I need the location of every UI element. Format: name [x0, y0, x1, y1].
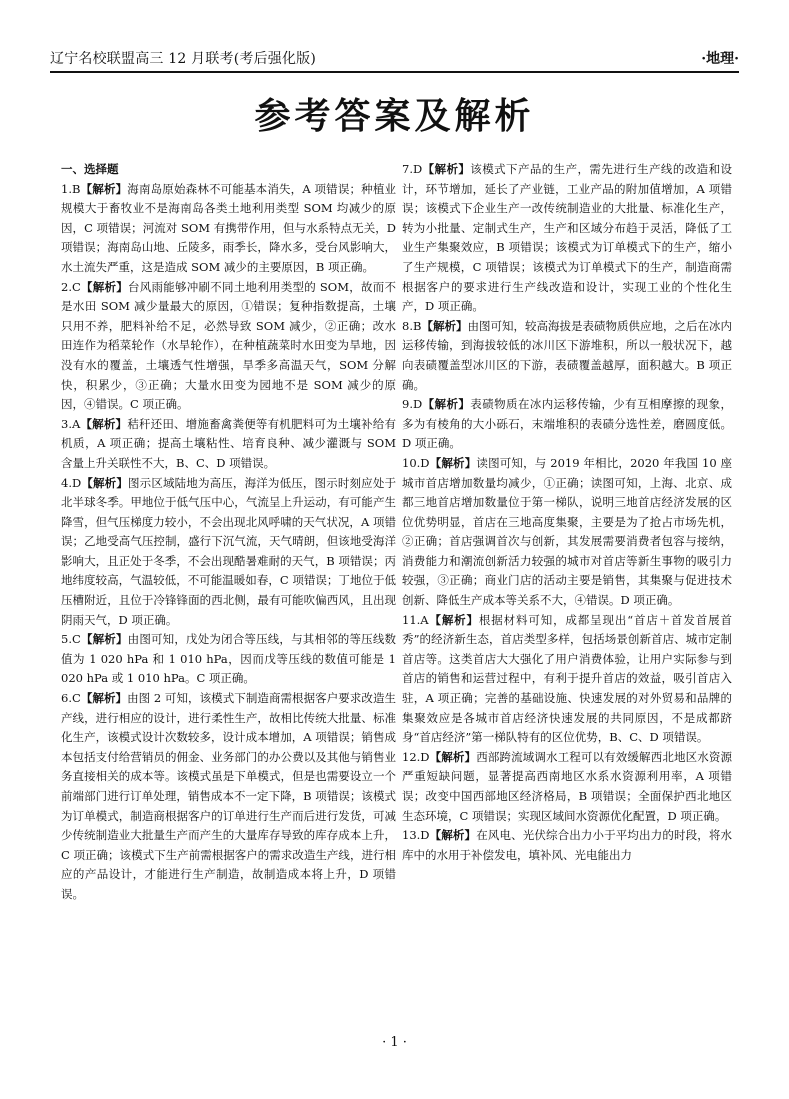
- analysis-tag: 【解析】: [80, 691, 128, 706]
- section-heading: 一、选择题: [61, 162, 119, 176]
- answer-number: 2.C: [61, 279, 81, 294]
- analysis-tag: 【解析】: [80, 632, 128, 647]
- answer-item: [402, 826, 732, 865]
- analysis-tag: 【解析】: [81, 475, 128, 490]
- answer-number: 12.D: [402, 749, 430, 764]
- analysis-tag: 【解析】: [80, 279, 129, 294]
- analysis-tag: 【解析】: [422, 162, 471, 176]
- analysis-text: 台风雨能够冲刷不同土地利用类型的 SOM，故而不是水田 SOM 减少量最大的原因，①错误；复种指数提高，土壤只用不养，肥料补给不足，必然导致 SOM 减少，②正确；改水田连作为稻菜轮作（水旱轮作），在种植蔬菜时水田变为旱地，因没有水的覆盖，土壤透气性增强，旱季多高温天气，SOM 分解快，积累少，③正确；大量水田变为园地不是 SOM 减少的原因，④错误。C 项正确。: [61, 279, 397, 412]
- answer-item: [402, 160, 732, 317]
- answer-number: 1.B: [61, 181, 81, 196]
- page-header: [50, 44, 739, 73]
- answer-number: 3.A: [61, 416, 81, 431]
- analysis-text: 由图可知，戊处为闭合等压线，与其相邻的等压线数值为 1 020 hPa 和 1 010 hPa，因而戊等压线的数值可能是 1 020 hPa 或 1 010 hPa。C 项正确。: [61, 632, 396, 686]
- analysis-text: 由图可知，较高海拔是表碛物质供应地，之后在冰内运移传输，到海拔较低的冰川区下游堆积，所以一般状况下，越向表碛覆盖型冰川区的下游，表碛覆盖越厚，面积越大。B 项正确。: [402, 318, 733, 392]
- answer-number: 5.C: [61, 632, 81, 647]
- analysis-tag: 【解析】: [429, 828, 477, 843]
- page-number: · 1 ·: [382, 1035, 407, 1050]
- analysis-tag: 【解析】: [428, 612, 479, 627]
- analysis-text: 该模式下产品的生产，需先进行生产线的改造和设计，环节增加，延长了产业链，工业产品的附加值增加，A 项错误；该模式下企业生产一改传统制造业的大批量、标准化生产，转为小批量、定制式生产，生产和区域分布趋于灵活，降低了工业生产集聚效应，B 项错误；该模式为订单模式下的生产，缩小了生产规模，C 项错误；该模式为订单模式下的生产，制造商需根据客户的要求进行生产线改造和设计，实现工业的个性化生产，D 项正确。: [402, 162, 732, 314]
- analysis-text: 海南岛原始森林不可能基本消失，A 项错误；种植业规模大于畜牧业不是海南岛各类土地利用类型 SOM 均减少的原因，C 项错误；河流对 SOM 有携带作用，但与水系特点无关，D 项错误；海南岛山地、丘陵多，雨季长，降水多，受台风影响大，水土流失严重，这是造成 SOM 减少的主要原因，B 项正确。: [61, 181, 396, 274]
- answer-item: [61, 630, 396, 689]
- analysis-tag: 【解析】: [422, 397, 471, 412]
- answer-item: [61, 689, 396, 905]
- answer-number: 7.D: [402, 162, 423, 176]
- answer-item: [61, 278, 396, 415]
- analysis-tag: 【解析】: [80, 416, 128, 431]
- header-exam-name: 辽宁名校联盟高三 12 月联考(考后强化版): [50, 51, 317, 67]
- answer-item: [402, 317, 732, 395]
- analysis-text: 表碛物质在冰内运移传输，少有互相摩擦的现象，多为有棱角的大小砾石，末端堆积的表碛分选性差，磨圆度低。D 项正确。: [402, 397, 732, 451]
- analysis-tag: 【解析】: [80, 181, 128, 196]
- analysis-text: 秸秆还田、增施畜禽粪便等有机肥料可为土壤补给有机质，A 项正确；提高土壤粘性、培育良种、减少灌溉与 SOM 含量上升关联性不大，B、C、D 项错误。: [61, 416, 396, 470]
- analysis-tag: 【解析】: [421, 318, 468, 333]
- answer-number: 10.D: [402, 455, 430, 470]
- right-column: [402, 160, 732, 865]
- answer-item: [61, 180, 396, 278]
- answer-number: 4.D: [61, 475, 82, 490]
- analysis-tag: 【解析】: [429, 749, 477, 764]
- answer-item: [61, 474, 396, 631]
- analysis-text: 读图可知，与 2019 年相比，2020 年我国 10 座城市首店增加数量均减少，①正确；读图可知，上海、北京、成都三地首店增加数量位于第一梯队，说明三地首店经济发展的区位优势明显，首店在三地高度集聚，主要是为了抢占市场先机，②正确；首店强调首次与创新，其发展需要消费者包容与接纳，消费能力和潮流创新活力较强的城市对首店等新生事物的吸引力较强，③正确；商业门店的活动主要是销售，其集聚与促进技术创新、降低生产成本等关系不大，④错误。D 项正确。: [402, 455, 733, 608]
- analysis-text: 西部跨流域调水工程可以有效缓解西北地区水资源严重短缺问题，显著提高西南地区水系水资源利用率，A 项错误；改变中国西部地区经济格局，B 项错误；全面保护西北地区生态环境，C 项错误；实现区域间水资源优化配置，D 项正确。: [402, 749, 732, 823]
- page-title: 参考答案及解析: [254, 96, 535, 137]
- answer-item: [402, 395, 732, 454]
- answer-number: 8.B: [402, 318, 422, 333]
- analysis-text: 图示区域陆地为高压，海洋为低压，图示时刻应处于北半球冬季。甲地位于低气压中心，气流呈上升运动，有可能产生降雪，但气压梯度力较小，不会出现北风呼啸的天气状况，A 项错误；乙地受高气压控制，盛行下沉气流，天气晴朗，但该地受海洋影响大，且正处于冬季，不会出现酷暑难耐的天气，B 项错误；丙地纬度较高，气温较低，不可能温暖如春，C 项错误；丁地位于低压槽附近，且位于冷锋锋面的西北侧，最有可能吹偏西风，且出现阴雨天气，D 项正确。: [61, 475, 396, 627]
- analysis-text: 在风电、光伏综合出力小于平均出力的时段，将水库中的水用于补偿发电，填补风、光电能出力: [402, 828, 732, 862]
- header-subject: ·地理·: [701, 51, 739, 67]
- answer-item: [402, 454, 732, 611]
- analysis-text: 根据材料可知，成都呈现出“首店＋首发首展首秀”的经济新生态，首店类型多样，包括场景创新首店、城市定制首店等。这类首店大大强化了用户消费体验，让用户实际参与到首店的销售和运营过程中，有利于提升首店的效益，吸引首店入驻，A 项正确；完善的基础设施、快速发展的对外贸易和品牌的集聚效应是各城市首店经济快速发展的共同原因，不是成都跻身“首店经济”第一梯队特有的区位优势，B、C、D 项错误。: [402, 612, 732, 745]
- answer-number: 11.A: [402, 612, 429, 627]
- answer-number: 9.D: [402, 397, 423, 412]
- answer-number: 13.D: [402, 828, 430, 843]
- left-column: [61, 160, 396, 905]
- analysis-tag: 【解析】: [429, 455, 477, 470]
- answer-item: [402, 611, 732, 748]
- answer-item: [402, 748, 732, 826]
- answer-number: 6.C: [61, 691, 81, 706]
- answer-item: [61, 415, 396, 474]
- analysis-text: 由图 2 可知，该模式下制造商需根据客户要求改造生产线，进行相应的设计，进行柔性生产，故相比传统大批量、标准化生产，该模式设计次数较多，设计成本增加，A 项错误；销售成本包括支付给营销员的佣金、业务部门的办公费以及其他与销售业务直接相关的成本等。该模式虽是下单模式，但是也需要设立一个前端部门进行订单处理，销售成本不一定下降，B 项错误；该模式为订单模式，制造商根据客户的订单进行生产而后进行发货，可减少传统制造业大批量生产而产生的大量库存导致的库存成本上升，C 项正确；该模式下生产前需根据客户的需求改造生产线，进行相应的产品设计，才能进行生产制造，故制造成本将上升，D 项错误。: [61, 691, 397, 901]
